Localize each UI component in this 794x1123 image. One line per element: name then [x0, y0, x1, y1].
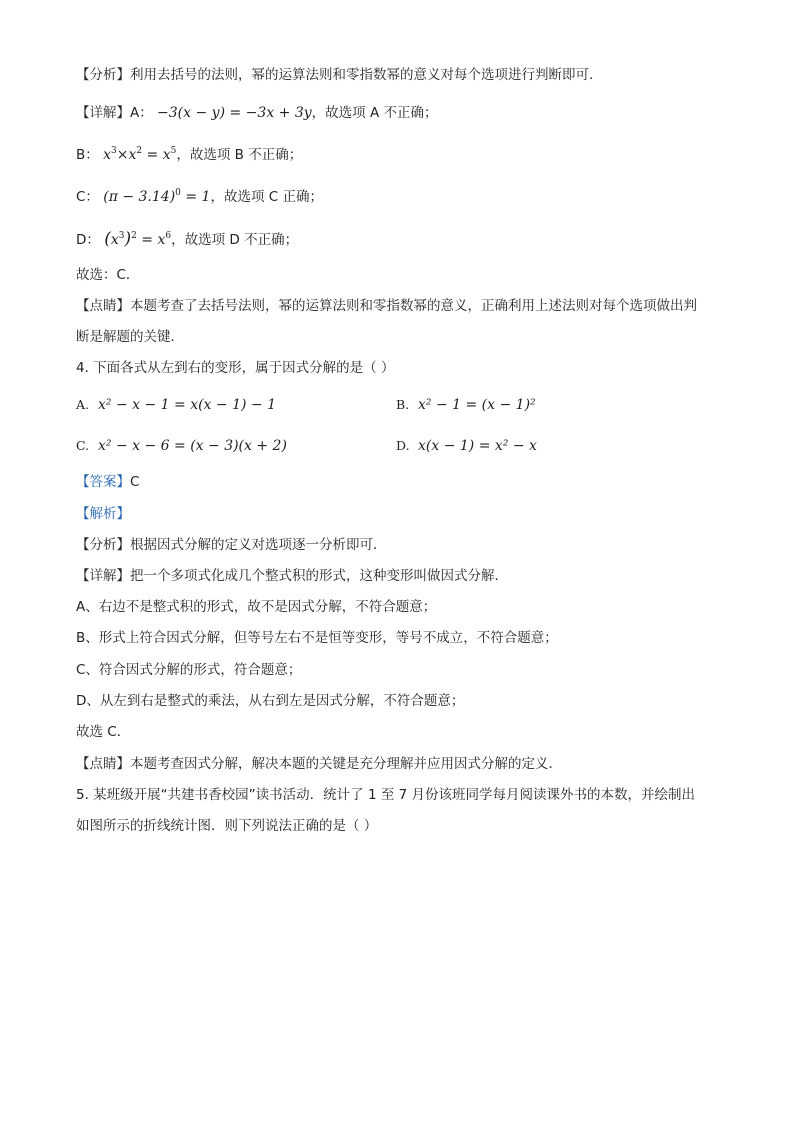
- q4-option-c: [76, 437, 287, 455]
- solution-tag: 【解析】: [76, 506, 130, 522]
- q4-analysis-line: [76, 536, 387, 554]
- comment-tag: 【点睛】: [76, 756, 130, 772]
- q5-stem-line-1: 5. 某班级开展“共建书香校园”读书活动．统计了 1 至 7 月份该班同学每月阅读课外书的本数，并绘制出: [76, 787, 696, 803]
- q4-analysis-text: 根据因式分解的定义对选项逐一分析即可．: [130, 537, 387, 553]
- q3-b-math: $x^3\times x^2 = x^5$: [103, 146, 177, 163]
- q3-d-prefix: D：: [76, 232, 100, 248]
- q3-analysis-line: [76, 66, 603, 84]
- q4-option-a: [76, 396, 276, 414]
- q4-option-a-math: x² − x − 1 = x(x − 1) − 1: [98, 397, 276, 413]
- q4-answer-value: C: [130, 474, 140, 490]
- q5-stem-line-2: 如图所示的折线统计图．则下列说法正确的是（ ）: [76, 818, 378, 834]
- q4-option-d: [396, 437, 537, 455]
- q4-option-c-math: x² − x − 6 = (x − 3)(x + 2): [98, 438, 287, 454]
- comment-tag: 【点睛】: [76, 298, 130, 314]
- detail-tag: 【详解】: [76, 105, 130, 121]
- q4-option-b: [396, 396, 536, 414]
- q4-reason-b: B、形式上符合因式分解，但等号左右不是恒等变形，等号不成立，不符合题意；: [76, 630, 558, 646]
- q3-detail-a-math: −3(x − y) = −3x + 3y: [157, 105, 312, 121]
- q4-solution-line: [76, 505, 130, 523]
- q4-option-a-letter: A.: [76, 397, 90, 412]
- q3-option-b-line: [76, 146, 302, 164]
- q4-comment-text: 本题考查因式分解，解决本题的关键是充分理解并应用因式分解的定义．: [130, 756, 562, 772]
- q3-detail-a-suffix: ，故选项 A 不正确；: [311, 105, 438, 121]
- q3-d-suffix: ，故选项 D 不正确；: [171, 232, 299, 248]
- q3-comment-text-1: 本题考查了去括号法则，幂的运算法则和零指数幂的意义，正确利用上述法则对每个选项做出判: [130, 298, 697, 314]
- q3-b-prefix: B：: [76, 147, 99, 163]
- q3-detail-a-line: [76, 104, 437, 122]
- q3-choose-line: 故选：C．: [76, 267, 140, 283]
- q3-comment-line-1: [76, 297, 697, 315]
- q4-detail-text: 把一个多项式化成几个整式积的形式，这种变形叫做因式分解．: [130, 568, 508, 584]
- q3-d-math: $(x^3)^2 = x^6$: [104, 229, 172, 249]
- analysis-tag: 【分析】: [76, 67, 130, 83]
- q4-reason-c: C、符合因式分解的形式，符合题意；: [76, 662, 302, 678]
- q4-answer-line: [76, 473, 139, 491]
- analysis-tag: 【分析】: [76, 537, 130, 553]
- q3-option-c-line: [76, 188, 323, 206]
- q3-comment-line-2: 断是解题的关键．: [76, 329, 184, 345]
- q4-choose-line: 故选 C．: [76, 724, 131, 740]
- q4-option-b-letter: B.: [396, 397, 410, 412]
- q3-c-math: $(\pi - 3.14)^0 = 1$: [103, 188, 211, 205]
- q3-c-prefix: C：: [76, 189, 99, 205]
- q3-c-suffix: ，故选项 C 正确；: [210, 189, 323, 205]
- q3-analysis-text: 利用去括号的法则，幂的运算法则和零指数幂的意义对每个选项进行判断即可．: [130, 67, 603, 83]
- q3-detail-a-prefix: A：: [130, 105, 153, 121]
- q4-detail-line: [76, 567, 508, 585]
- detail-tag: 【详解】: [76, 568, 130, 584]
- q4-option-d-letter: D.: [396, 438, 410, 453]
- q4-reason-a: A、右边不是整式积的形式，故不是因式分解，不符合题意；: [76, 599, 437, 615]
- q3-option-d-line: [76, 230, 298, 249]
- answer-tag: 【答案】: [76, 474, 130, 490]
- q4-option-d-math: x(x − 1) = x² − x: [418, 438, 537, 454]
- q4-comment-line: [76, 755, 562, 773]
- q4-reason-d: D、从左到右是整式的乘法，从右到左是因式分解，不符合题意；: [76, 693, 465, 709]
- q3-b-suffix: ，故选项 B 不正确；: [176, 147, 303, 163]
- q4-option-c-letter: C.: [76, 438, 90, 453]
- q4-stem: 4. 下面各式从左到右的变形，属于因式分解的是（ ）: [76, 360, 395, 376]
- q4-option-b-math: x² − 1 = (x − 1)²: [418, 397, 536, 413]
